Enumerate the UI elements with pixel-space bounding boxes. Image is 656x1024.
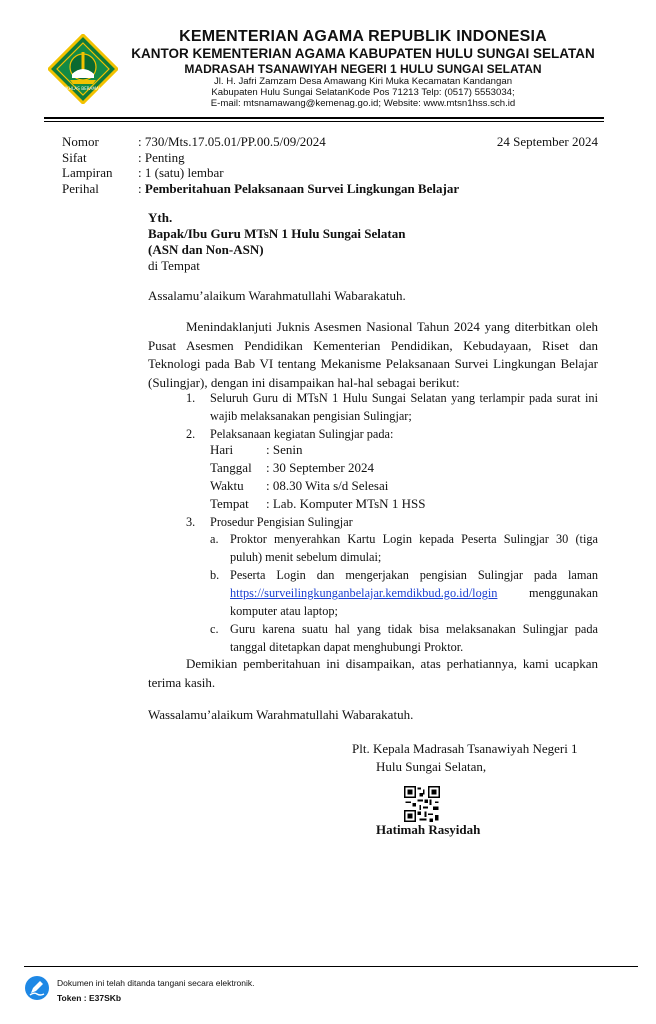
signer-institution: Hulu Sungai Selatan, <box>376 759 487 774</box>
nomor-label: Nomor <box>62 134 99 149</box>
letterhead-text <box>128 28 598 109</box>
list-item-text: Seluruh Guru di MTsN 1 Hulu Sungai Selatan yang terlampir pada surat ini wajib melaksanakan pengisian Sulingjar; <box>210 391 598 423</box>
list-item <box>186 513 598 531</box>
procedure-item-b <box>210 566 598 620</box>
office-name: KANTOR KEMENTERIAN AGAMA KABUPATEN HULU SUNGAI SELATAN <box>131 46 595 61</box>
letter-date: 24 September 2024 <box>496 134 598 149</box>
recipient-place: di Tempat <box>148 258 200 273</box>
list-item-text: Pelaksanaan kegiatan Sulingjar pada: <box>210 427 394 441</box>
schedule-value: : 30 September 2024 <box>266 460 374 475</box>
survey-login-link[interactable]: https://surveilingkunganbelajar.kemdikbud.go.id/login <box>230 586 498 600</box>
footer-rule <box>24 966 638 967</box>
closing-paragraph: Demikian pemberitahuan ini disampaikan, atas perhatiannya, kami ucapkan terima kasih. <box>148 656 598 690</box>
signer-name: Hatimah Rasyidah <box>376 822 481 837</box>
schedule-key: Tanggal <box>210 460 252 475</box>
list-item-number: 3. <box>186 515 196 529</box>
letterhead <box>0 28 656 114</box>
e-signature-icon <box>24 975 50 1001</box>
kemenag-logo-icon <box>48 34 118 104</box>
procedure-letter: b. <box>210 568 220 582</box>
schedule-value: : 08.30 Wita s/d Selesai <box>266 478 389 493</box>
letter-meta <box>62 134 602 196</box>
perihal-value: Pemberitahuan Pelaksanaan Survei Lingkungan Belajar <box>144 180 460 196</box>
procedure-item-c <box>210 620 598 656</box>
signer-title: Plt. Kepala Madrasah Tsanawiyah Negeri 1 <box>352 741 578 756</box>
list-item <box>186 389 598 425</box>
logo-text: IKHLAS BERAMAL <box>64 86 102 91</box>
signature-block <box>352 740 578 776</box>
contact-line: E-mail: mtsnamawang@kemenag.go.id; Website: www.mtsn1hss.sch.id <box>210 98 516 109</box>
sifat-value: : Penting <box>138 149 185 165</box>
procedure-text: Guru karena suatu hal yang tidak bisa melaksanakan Sulingjar pada tanggal ditetapkan dapat menghubungi Proktor. <box>230 622 598 654</box>
procedure-text-end: menggunakan komputer atau laptop; <box>230 586 598 618</box>
procedure-letter: a. <box>210 532 219 546</box>
recipient <box>148 210 405 274</box>
recipient-name: Bapak/Ibu Guru MTsN 1 Hulu Sungai Selatan <box>148 226 406 241</box>
intro-paragraph: Menindaklanjuti Juknis Asesmen Nasional Tahun 2024 yang diterbitkan oleh Pusat Asesmen Pendidikan Kementerian Pendidikan, Kebudayaan, Riset dan Teknologi pada Bab VI tentang Mekanisme Pelaksanaan Survei Lingkungan Belajar (Sulingjar), dengan ini disampaikan hal-hal sebagai berikut: <box>148 319 598 390</box>
perihal-label: Perihal <box>62 180 99 196</box>
lampiran-value: : 1 (satu) lembar <box>138 165 224 180</box>
perihal-colon: : <box>138 180 145 196</box>
e-signature-token: Token : E37SKb <box>57 993 122 1003</box>
schedule-key: Waktu <box>210 478 244 493</box>
list-item-number: 2. <box>186 427 196 441</box>
recipient-group: (ASN dan Non-ASN) <box>148 242 264 257</box>
school-name: MADRASAH TSANAWIYAH NEGERI 1 HULU SUNGAI SELATAN <box>184 62 542 76</box>
address-line-1: Jl. H. Jafri Zamzam Desa Amawang Kiri Muka Kecamatan Kandangan <box>213 76 513 87</box>
letterhead-rule-thin <box>44 121 604 122</box>
procedure-text: Proktor menyerahkan Kartu Login kepada Peserta Sulingjar 30 (tiga puluh) menit sebelum dimulai; <box>230 532 598 564</box>
lampiran-label: Lampiran <box>62 165 113 180</box>
qr-code-icon <box>404 786 440 822</box>
procedure-item-a <box>210 530 598 566</box>
procedure-text: Peserta Login dan mengerjakan pengisian Sulingjar pada laman <box>230 568 598 582</box>
schedule-value: : Senin <box>266 442 303 457</box>
e-signature-note: Dokumen ini telah ditanda tangani secara elektronik. <box>57 978 255 988</box>
procedure-letter: c. <box>210 622 219 636</box>
schedule-value: : Lab. Komputer MTsN 1 HSS <box>266 496 426 511</box>
recipient-salutation: Yth. <box>148 210 173 225</box>
schedule <box>210 441 425 513</box>
opening-greeting: Assalamu’alaikum Warahmatullahi Wabarakatuh. <box>148 288 406 303</box>
list-item-text: Prosedur Pengisian Sulingjar <box>210 515 353 529</box>
letterhead-rule-thick <box>44 117 604 119</box>
schedule-key: Hari <box>210 442 234 457</box>
nomor-value: : 730/Mts.17.05.01/PP.00.5/09/2024 <box>138 134 326 149</box>
schedule-key: Tempat <box>210 496 249 511</box>
list-item-number: 1. <box>186 391 196 405</box>
ministry-name: KEMENTERIAN AGAMA REPUBLIK INDONESIA <box>179 28 547 45</box>
sifat-label: Sifat <box>62 149 87 165</box>
closing-greeting: Wassalamu’alaikum Warahmatullahi Wabarakatuh. <box>148 707 414 722</box>
address-line-2: Kabupaten Hulu Sungai SelatanKode Pos 71213 Telp: (0517) 5553034; <box>211 87 515 98</box>
